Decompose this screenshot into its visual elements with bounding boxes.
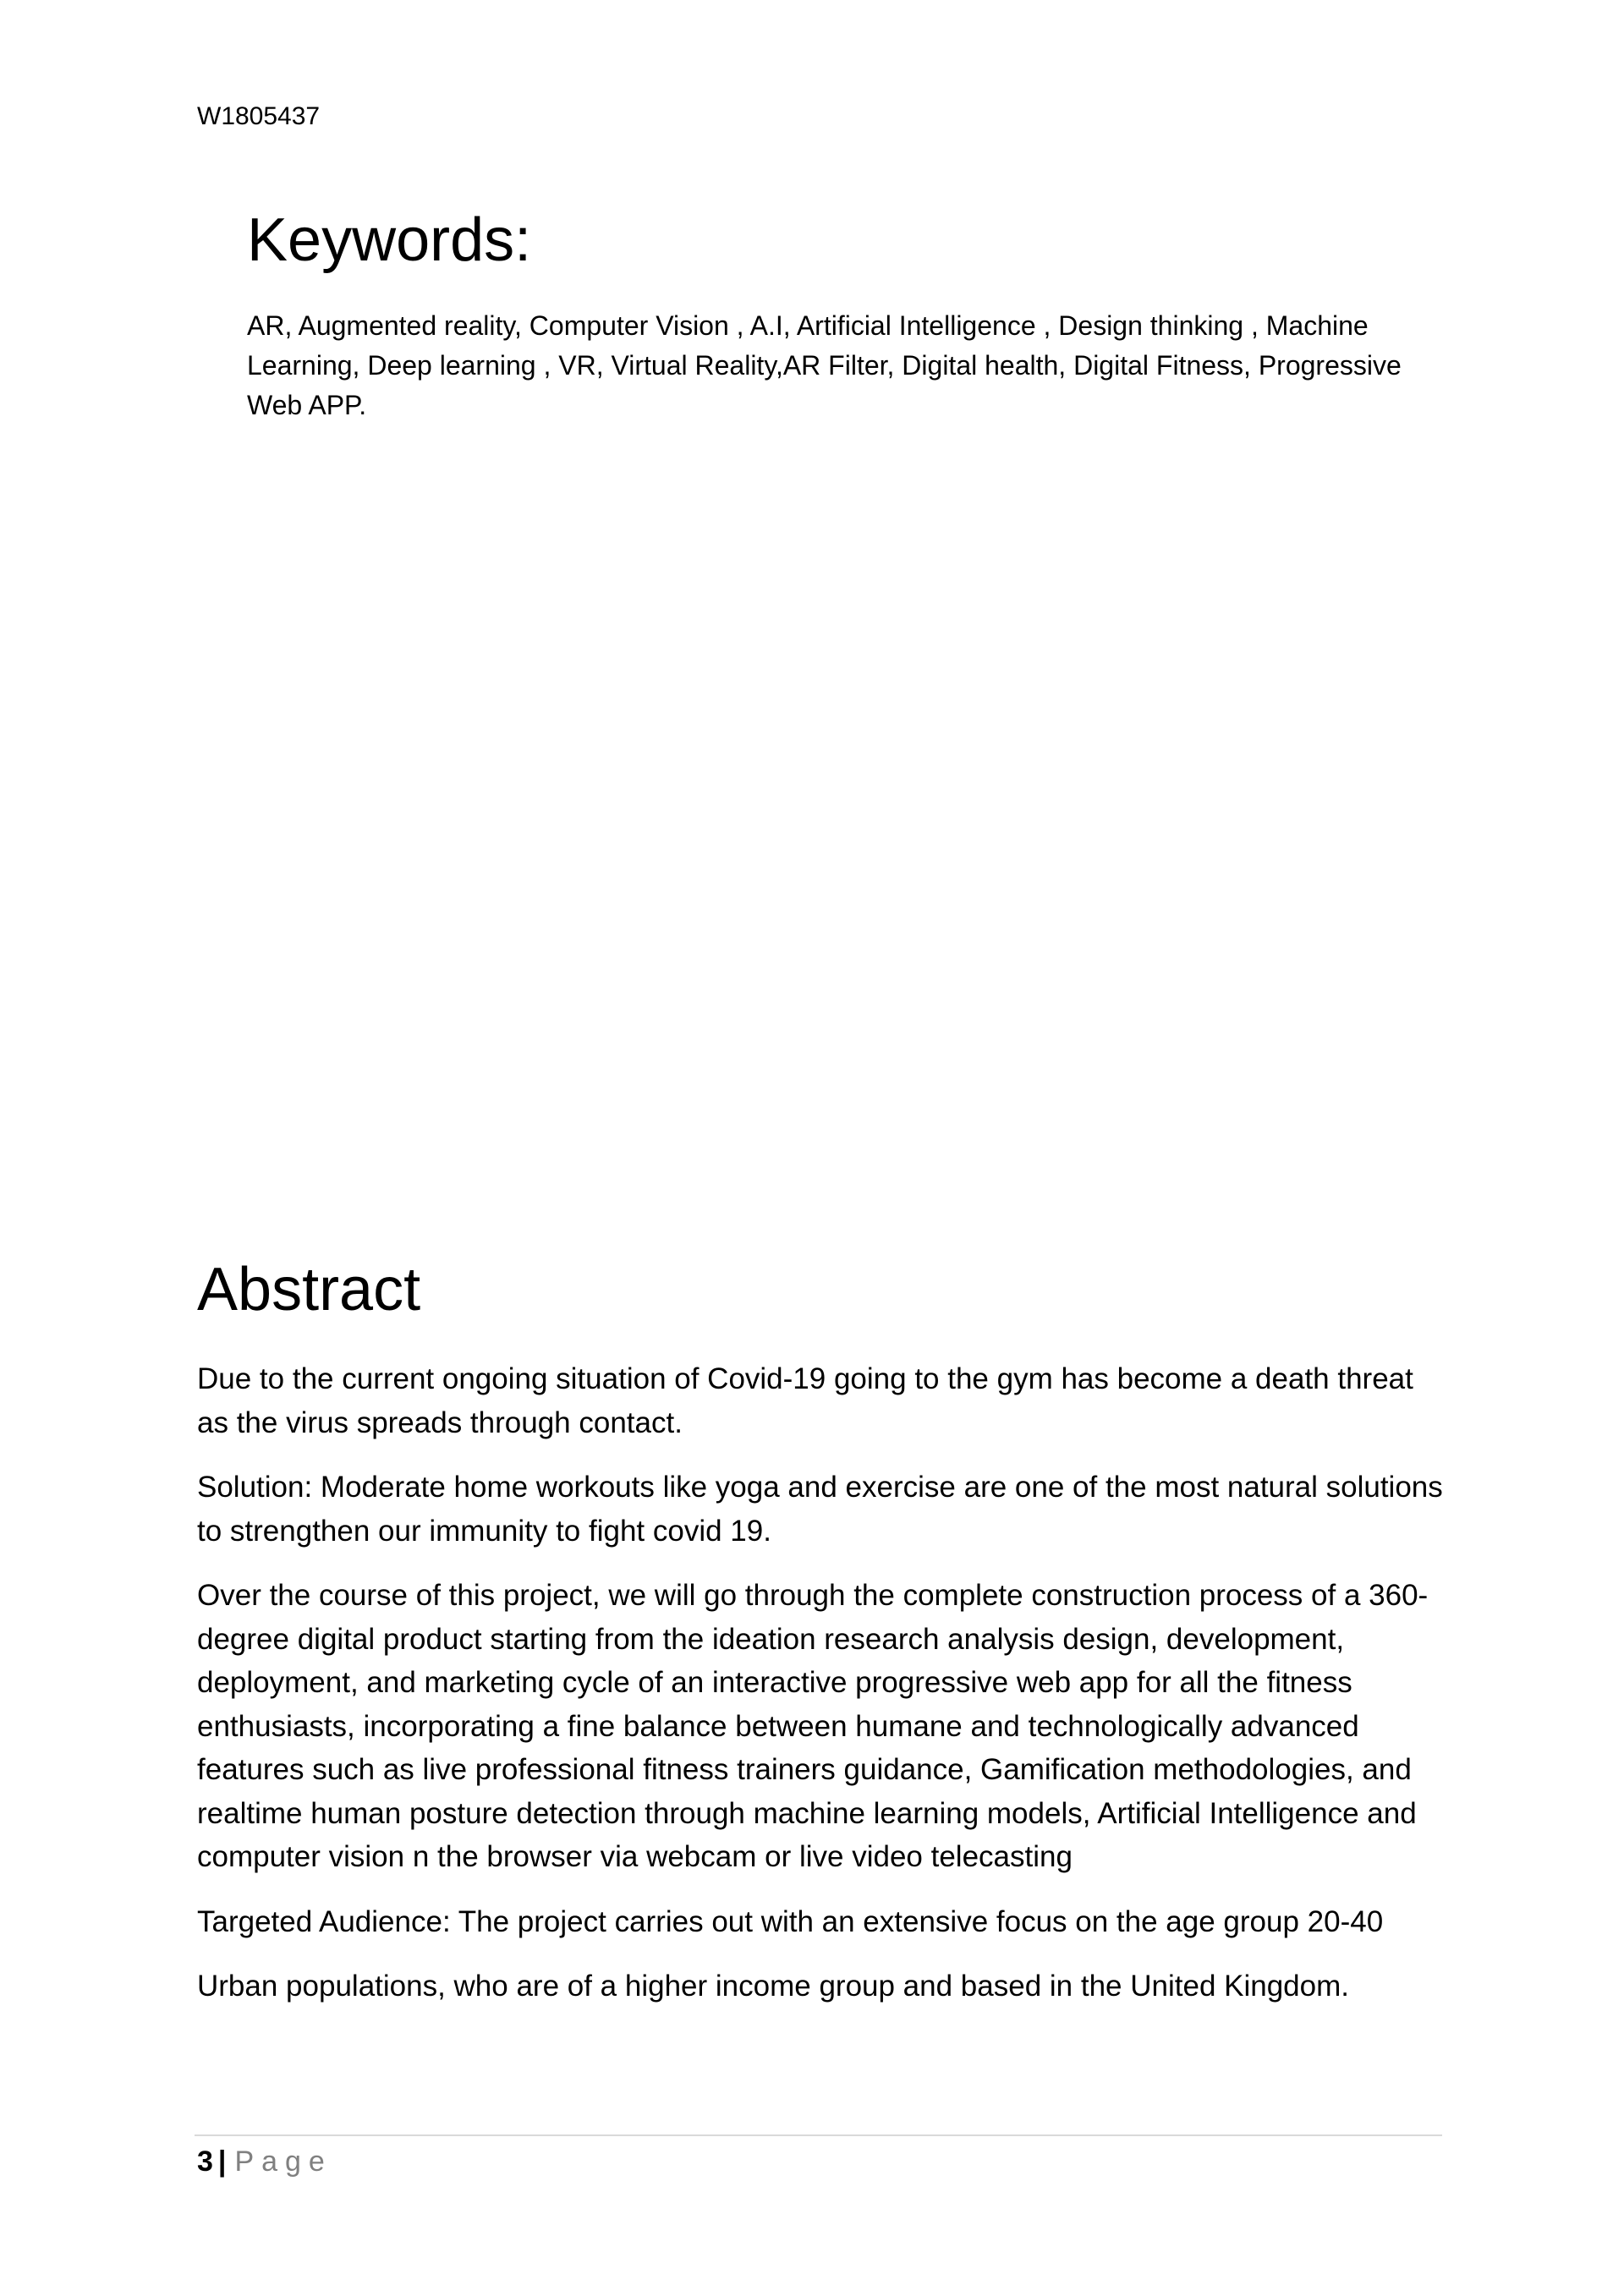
page-number: 3 xyxy=(197,2145,213,2178)
document-id-header: W1805437 xyxy=(197,102,321,130)
footer-divider xyxy=(195,2134,1442,2136)
abstract-paragraph: Solution: Moderate home workouts like yoga and exercise are one of the most natural solutions to strengthen our immunity to fight covid 19. xyxy=(197,1471,1443,1548)
keywords-heading: Keywords: xyxy=(247,206,532,274)
abstract-paragraph: Targeted Audience: The project carries out with an extensive focus on the age group 20-40 xyxy=(197,1904,1384,1938)
footer-separator: | xyxy=(217,2145,227,2178)
abstract-paragraph: Due to the current ongoing situation of Covid-19 going to the gym has become a death threat as the virus spreads through contact. xyxy=(197,1362,1413,1439)
page-footer xyxy=(197,2143,332,2180)
abstract-paragraph: Urban populations, who are of a higher income group and based in the United Kingdom. xyxy=(197,1970,1349,2003)
page-label: Page xyxy=(234,2145,332,2178)
keywords-list: AR, Augmented reality, Computer Vision , A.I, Artificial Intelligence , Design thinking , Machine Learning, Deep learning , VR, Virtual Reality,AR Filter, Digital health, Digital Fitness, Progressive Web APP. xyxy=(247,310,1402,420)
abstract-body xyxy=(197,1357,1449,2030)
abstract-heading: Abstract xyxy=(197,1256,421,1323)
abstract-paragraph: Over the course of this project, we will go through the complete construction process of a 360-degree digital product starting from the ideation research analysis design, development, deployment, and marketing cycle of an interactive progressive web app for all the fitness enthusiasts, incorporating a fine balance between humane and technologically advanced features such as live professional fitness trainers guidance, Gamification methodologies, and realtime human posture detection through machine learning models, Artificial Intelligence and computer vision n the browser via webcam or live video telecasting xyxy=(197,1579,1429,1873)
